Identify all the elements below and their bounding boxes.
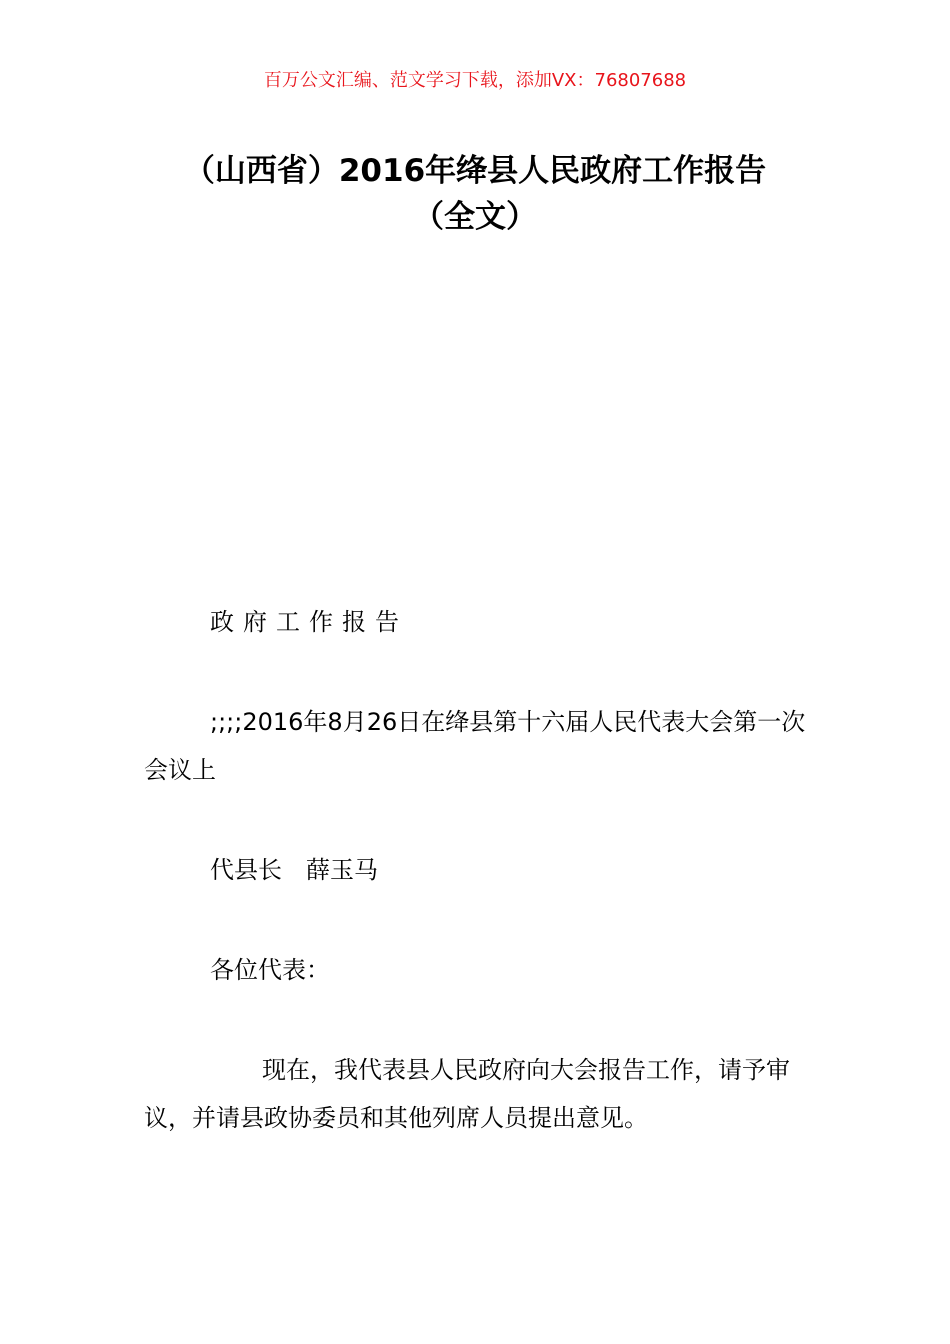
header-promo-note: 百万公文汇编、范文学习下载，添加VX：76807688 [263,70,687,91]
salutation: 各位代表： [210,956,330,984]
opening-paragraph: 现在，我代表县人民政府向大会报告工作，请予审议，并请县政协委员和其他列席人员提出意见。 [144,1056,790,1132]
title-line-2: （全文） [413,199,537,235]
section-heading: 政府工作报告 [210,608,408,636]
meeting-line: ;;;;2016年8月26日在绛县第十六届人民代表大会第一次会议上 [144,708,806,784]
speaker-line: 代县长 薛玉马 [210,856,378,884]
title-line-1: （山西省）2016年绛县人民政府工作报告 [183,153,767,189]
document-title [120,148,830,240]
